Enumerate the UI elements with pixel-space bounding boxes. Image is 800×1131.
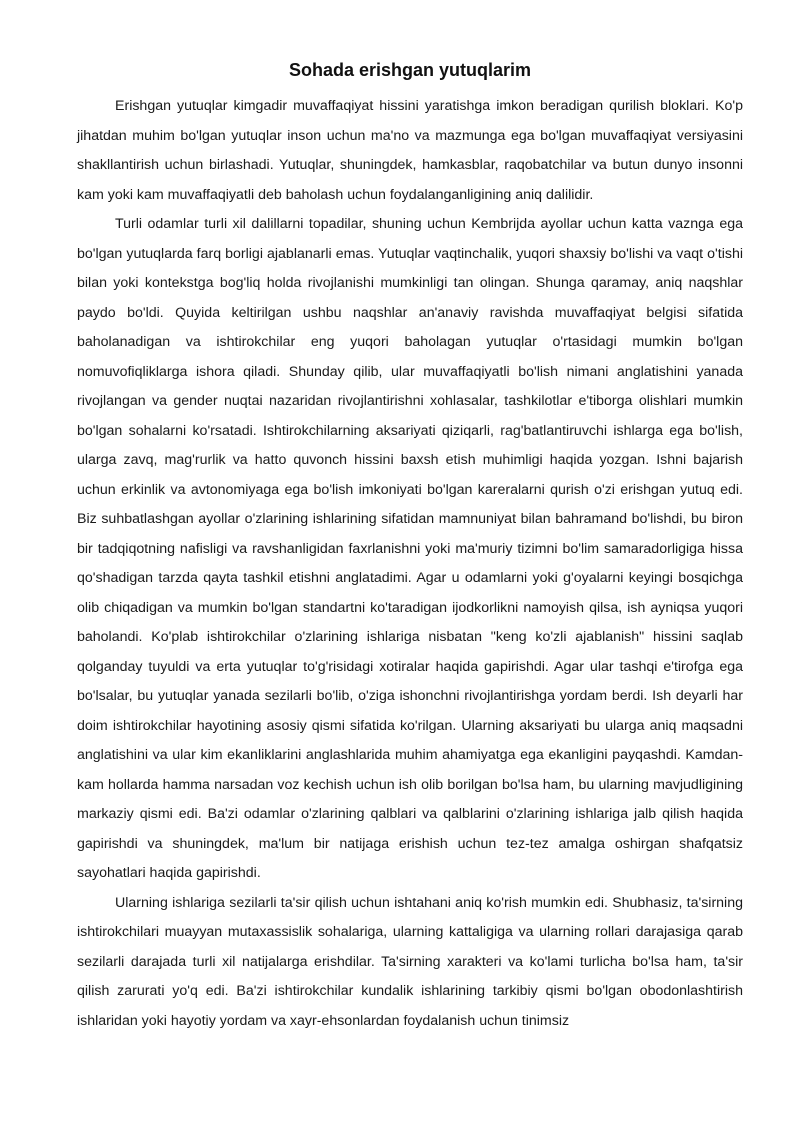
document-title: Sohada erishgan yutuqlarim [288, 60, 532, 80]
paragraph: Erishgan yutuqlar kimgadir muvaffaqiyat hissini yaratishga imkon beradigan qurilish bloklari. Ko'p jihatdan muhim bo'lgan yutuqlar inson uchun ma'no va mazmunga ega bo'lgan muvaffaqiyat versiyasini shakllantirish uchun birlashadi. Yutuqlar, shuningdek, hamkasblar, raqobatchilar va butun dunyo insonni kam yoki kam muvaffaqiyatli deb baholash uchun foydalanganligining aniq dalilidir. [77, 98, 743, 203]
document-page [77, 58, 743, 1036]
paragraph: Turli odamlar turli xil dalillarni topadilar, shuning uchun Kembrijda ayollar uchun katta vaznga ega bo'lgan yutuqlarda farq borligi ajablanarli emas. Yutuqlar vaqtinchalik, yuqori shaxsiy bo'lishi va vaqt o'tishi bilan yoki kontekstga bog'liq holda rivojlanishi mumkinligi tan olingan. Shunga qaramay, aniq naqshlar paydo bo'ldi. Quyida keltirilgan ushbu naqshlar an'anaviy ravishda muvaffaqiyat belgisi sifatida baholanadigan va ishtirokchilar eng yuqori baholagan yutuqlar o'rtasidagi mumkin bo'lgan nomuvofiqliklarga ishora qiladi. Shunday qilib, ular muvaffaqiyatli bo'lish nimani anglatishini yanada rivojlangan va gender nuqtai nazaridan rivojlantirishni xohlasalar, tashkilotlar e'tiborga olishlari mumkin bo'lgan sohalarni ko'rsatadi. Ishtirokchilarning aksariyati qiziqarli, rag'batlantiruvchi ishlarga ega bo'lish, ularga zavq, mag'rurlik va hatto quvonch hissini baxsh etish muhimligi haqida yozgan. Ishni bajarish uchun erkinlik va avtonomiyaga ega bo'lish imkoniyati bo'lgan kareralarni qurish o'zi erishgan yutuq edi. Biz suhbatlashgan ayollar o'zlarining ishlarining sifatidan mamnuniyat bilan bahramand bo'lishdi, bu biron bir tadqiqotning nafisligi va ravshanligidan faxrlanishni yoki ma'muriy tizimni bo'lim samaradorligiga hissa qo'shadigan tarzda qayta tashkil etishni anglatadimi. Agar u odamlarni yoki g'oyalarni keyingi bosqichga olib chiqadigan va mumkin bo'lgan standartni ko'taradigan ijodkorlikni namoyish qilsa, ish ayniqsa yuqori baholandi. Ko'plab ishtirokchilar o'zlarining ishlariga nisbatan "keng ko'zli ajablanish" hissini saqlab qolganday tuyuldi va erta yutuqlar to'g'risidagi xotiralar haqida gapirishdi. Agar ular tashqi e'tirofga ega bo'lsalar, bu yutuqlar yanada sezilarli bo'lib, o'ziga ishonchni rivojlantirishga yordam berdi. Ish deyarli har doim ishtirokchilar hayotining asosiy qismi sifatida ko'rilgan. Ularning aksariyati bu ularga aniq maqsadni anglatishini va ular kim ekanliklarini anglashlarida muhim ahamiyatga ega ekanligini payqashdi. Kamdan-kam hollarda hamma narsadan voz kechish uchun ish olib borilgan bo'lsa ham, bu ularning mavjudligining markaziy qismi edi. Ba'zi odamlar o'zlarining qalblari va qalblarini o'zlarining ishlariga jalb qilish haqida gapirishdi va shuningdek, ma'lum bir natijaga erishish uchun tez-tez amalga oshirgan shafqatsiz sayohatlari haqida gapirishdi. [77, 216, 743, 881]
paragraph: Ularning ishlariga sezilarli ta'sir qilish uchun ishtahani aniq ko'rish mumkin edi. Shubhasiz, ta'sirning ishtirokchilari muayyan mutaxassislik sohalariga, ularning kattaligiga va ularning rollari darajasiga qarab sezilarli darajada turli xil natijalarga erishdilar. Ta'sirning xarakteri va ko'lami turlicha bo'lsa ham, ta'sir qilish zarurati yo'q edi. Ba'zi ishtirokchilar kundalik ishlarining tarkibiy qismi bo'lgan obodonlashtirish ishlaridan yoki hayotiy yordam va xayr-ehsonlardan foydalanish uchun tinimsiz [77, 894, 743, 1029]
